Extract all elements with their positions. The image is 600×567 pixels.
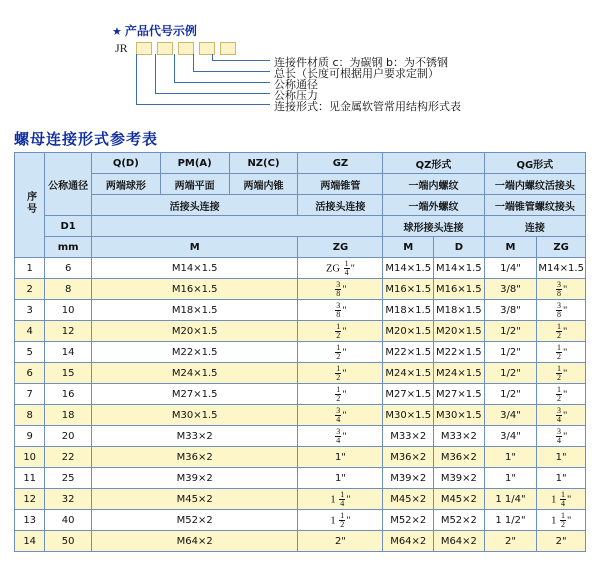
th-spacer [91, 216, 383, 237]
cell-qg-m: 1/2" [484, 321, 537, 342]
cell-qg-zg: M14×1.5 [537, 258, 586, 279]
cell-qz-d: M18×1.5 [434, 300, 485, 321]
star-icon: ★ [112, 25, 122, 38]
cell-nominal-diameter: 14 [45, 342, 92, 363]
product-code-example [0, 0, 600, 125]
cell-qg-zg: 1 $\frac{1}{2}$ " [537, 510, 586, 531]
cell-qg-zg: $\frac{1}{2}$ " [537, 342, 586, 363]
cell-qg-zg: $\frac{3}{4}$ " [537, 405, 586, 426]
cell-qz-d: M20×1.5 [434, 321, 485, 342]
cell-nominal-diameter: 50 [45, 531, 92, 552]
table-row [15, 258, 586, 279]
spec-table [14, 152, 586, 552]
cell-m-thread: M64×2 [91, 531, 297, 552]
table-row [15, 300, 586, 321]
cell-seq: 6 [15, 363, 45, 384]
code-blank-box [220, 42, 236, 55]
cell-qz-m: M39×2 [383, 468, 434, 489]
cell-gz-zg: 1" [298, 468, 383, 489]
th-desc-gz: 两端锥管 [298, 174, 383, 195]
cell-qg-zg: 1" [537, 447, 586, 468]
cell-seq: 14 [15, 531, 45, 552]
cell-seq: 3 [15, 300, 45, 321]
cell-nominal-diameter: 32 [45, 489, 92, 510]
cell-qg-zg: 2" [537, 531, 586, 552]
cell-gz-zg: $\frac{3}{4}$ " [298, 426, 383, 447]
cell-nominal-diameter: 18 [45, 405, 92, 426]
cell-qz-d: M36×2 [434, 447, 485, 468]
spec-table-container [14, 152, 586, 552]
cell-qg-m: 3/4" [484, 426, 537, 447]
cell-m-thread: M33×2 [91, 426, 297, 447]
cell-qz-m: M14×1.5 [383, 258, 434, 279]
cell-seq: 10 [15, 447, 45, 468]
table-row [15, 447, 586, 468]
cell-m-thread: M27×1.5 [91, 384, 297, 405]
cell-qg-m: 1" [484, 447, 537, 468]
table-header-row [15, 216, 586, 237]
th-qz-ball-joint: 球形接头连接 [383, 216, 484, 237]
th-connection-qz: 一端外螺纹 [383, 195, 484, 216]
cell-qg-m: 3/8" [484, 300, 537, 321]
cell-qz-d: M45×2 [434, 489, 485, 510]
cell-gz-zg: ZG $\frac{1}{4}$ " [298, 258, 383, 279]
table-header-row [15, 195, 586, 216]
code-blank-box [157, 42, 173, 55]
th-desc-qg: 一端内螺纹活接头 [484, 174, 585, 195]
cell-gz-zg: $\frac{3}{4}$ " [298, 405, 383, 426]
code-blank-box [136, 42, 152, 55]
th-connection-gz: 活接头连接 [298, 195, 383, 216]
cell-seq: 13 [15, 510, 45, 531]
cell-qg-zg: 1 $\frac{1}{4}$ " [537, 489, 586, 510]
cell-qg-zg: $\frac{1}{2}$ " [537, 384, 586, 405]
leader-line [155, 54, 156, 93]
th-d1-label: D1 [45, 216, 92, 237]
th-unit-mm: mm [45, 237, 92, 258]
cell-nominal-diameter: 40 [45, 510, 92, 531]
cell-m-thread: M24×1.5 [91, 363, 297, 384]
table-row [15, 426, 586, 447]
cell-seq: 7 [15, 384, 45, 405]
leader-line [193, 54, 194, 71]
leader-line [212, 60, 270, 61]
cell-qg-zg: $\frac{1}{2}$ " [537, 363, 586, 384]
cell-qg-m: 1/2" [484, 384, 537, 405]
cell-qz-m: M27×1.5 [383, 384, 434, 405]
th-sequence: 序号 [15, 153, 45, 258]
cell-seq: 5 [15, 342, 45, 363]
th-connection-qg: 一端锥管螺纹接头 [484, 195, 585, 216]
cell-qg-m: 3/4" [484, 405, 537, 426]
cell-gz-zg: 2" [298, 531, 383, 552]
th-unit-zg: ZG [298, 237, 383, 258]
cell-nominal-diameter: 22 [45, 447, 92, 468]
cell-seq: 9 [15, 426, 45, 447]
cell-gz-zg: 1 $\frac{1}{2}$ " [298, 510, 383, 531]
cell-qg-zg: 1" [537, 468, 586, 489]
cell-qz-m: M22×1.5 [383, 342, 434, 363]
cell-m-thread: M52×2 [91, 510, 297, 531]
cell-qg-m: 1/4" [484, 258, 537, 279]
cell-qg-m: 1/2" [484, 342, 537, 363]
cell-qz-m: M18×1.5 [383, 300, 434, 321]
cell-gz-zg: 1" [298, 447, 383, 468]
th-type-qz: QZ形式 [383, 153, 484, 174]
cell-seq: 1 [15, 258, 45, 279]
table-header-row [15, 153, 586, 174]
th-desc-qz: 一端内螺纹 [383, 174, 484, 195]
cell-nominal-diameter: 20 [45, 426, 92, 447]
cell-qg-m: 2" [484, 531, 537, 552]
table-header-row [15, 237, 586, 258]
cell-qz-m: M52×2 [383, 510, 434, 531]
cell-nominal-diameter: 25 [45, 468, 92, 489]
leader-line [193, 71, 270, 72]
cell-seq: 4 [15, 321, 45, 342]
cell-gz-zg: $\frac{1}{2}$ " [298, 342, 383, 363]
cell-qz-m: M16×1.5 [383, 279, 434, 300]
cell-nominal-diameter: 16 [45, 384, 92, 405]
cell-qz-d: M33×2 [434, 426, 485, 447]
table-row [15, 531, 586, 552]
cell-m-thread: M18×1.5 [91, 300, 297, 321]
table-row [15, 363, 586, 384]
th-type-q: Q(D) [91, 153, 160, 174]
cell-nominal-diameter: 12 [45, 321, 92, 342]
cell-qz-d: M22×1.5 [434, 342, 485, 363]
cell-qz-m: M30×1.5 [383, 405, 434, 426]
legend-item-material: 连接件材质 c：为碳钢 b：为不锈钢 [274, 56, 449, 69]
cell-seq: 12 [15, 489, 45, 510]
th-desc-pm: 两端平面 [160, 174, 229, 195]
table-row [15, 321, 586, 342]
legend-item-connection-type: 连接形式：见金属软管常用结构形式表 [274, 100, 461, 113]
leader-line [155, 93, 270, 94]
cell-qg-m: 1/2" [484, 363, 537, 384]
table-row [15, 384, 586, 405]
cell-qg-zg: $\frac{3}{8}$ " [537, 279, 586, 300]
leader-line [136, 54, 137, 104]
th-type-nz: NZ(C) [229, 153, 298, 174]
cell-gz-zg: $\frac{1}{2}$ " [298, 321, 383, 342]
cell-m-thread: M20×1.5 [91, 321, 297, 342]
spec-table-body [15, 258, 586, 552]
cell-qg-m: 3/8" [484, 279, 537, 300]
cell-qg-m: 1 1/2" [484, 510, 537, 531]
cell-nominal-diameter: 15 [45, 363, 92, 384]
cell-qg-m: 1" [484, 468, 537, 489]
th-unit-m: M [91, 237, 297, 258]
th-unit-zg-qg: ZG [537, 237, 586, 258]
cell-gz-zg: 1 $\frac{1}{4}$ " [298, 489, 383, 510]
cell-m-thread: M36×2 [91, 447, 297, 468]
cell-gz-zg: $\frac{3}{8}$ " [298, 300, 383, 321]
cell-qz-d: M16×1.5 [434, 279, 485, 300]
th-qg-connection: 连接 [484, 216, 585, 237]
cell-m-thread: M16×1.5 [91, 279, 297, 300]
th-nominal-diameter: 公称通径 [45, 153, 92, 216]
cell-qz-d: M24×1.5 [434, 363, 485, 384]
th-unit-m-qg: M [484, 237, 537, 258]
cell-qz-d: M14×1.5 [434, 258, 485, 279]
cell-qz-m: M45×2 [383, 489, 434, 510]
cell-qz-d: M27×1.5 [434, 384, 485, 405]
cell-seq: 8 [15, 405, 45, 426]
cell-nominal-diameter: 10 [45, 300, 92, 321]
cell-m-thread: M22×1.5 [91, 342, 297, 363]
th-unit-d-qz: D [434, 237, 485, 258]
cell-qg-zg: $\frac{3}{8}$ " [537, 300, 586, 321]
legend-item-nominal-pressure: 公称压力 [274, 89, 318, 102]
th-type-qg: QG形式 [484, 153, 585, 174]
cell-qz-d: M39×2 [434, 468, 485, 489]
table-header-row [15, 174, 586, 195]
cell-nominal-diameter: 8 [45, 279, 92, 300]
cell-qz-d: M30×1.5 [434, 405, 485, 426]
cell-gz-zg: $\frac{1}{2}$ " [298, 384, 383, 405]
cell-qz-m: M33×2 [383, 426, 434, 447]
cell-qg-m: 1 1/4" [484, 489, 537, 510]
cell-seq: 11 [15, 468, 45, 489]
cell-qz-m: M36×2 [383, 447, 434, 468]
table-row [15, 342, 586, 363]
legend-item-length: 总长（长度可根据用户要求定制） [274, 67, 439, 80]
table-row [15, 510, 586, 531]
cell-qg-zg: $\frac{3}{4}$ " [537, 426, 586, 447]
cell-seq: 2 [15, 279, 45, 300]
th-type-pm: PM(A) [160, 153, 229, 174]
table-row [15, 489, 586, 510]
cell-m-thread: M14×1.5 [91, 258, 297, 279]
leader-line [136, 104, 270, 105]
cell-qz-m: M20×1.5 [383, 321, 434, 342]
th-desc-q: 两端球形 [91, 174, 160, 195]
leader-line [174, 82, 270, 83]
th-unit-m-qz: M [383, 237, 434, 258]
table-row [15, 279, 586, 300]
cell-qz-m: M64×2 [383, 531, 434, 552]
page-title: 螺母连接形式参考表 [14, 130, 159, 148]
th-desc-nz: 两端内锥 [229, 174, 298, 195]
cell-qz-d: M52×2 [434, 510, 485, 531]
code-blank-boxes [136, 42, 236, 55]
cell-gz-zg: $\frac{1}{2}$ " [298, 363, 383, 384]
th-type-gz: GZ [298, 153, 383, 174]
table-row [15, 405, 586, 426]
cell-m-thread: M30×1.5 [91, 405, 297, 426]
th-connection-left: 活接头连接 [91, 195, 297, 216]
code-example-title: ★ 产品代号示例 [112, 24, 197, 38]
cell-qg-zg: $\frac{1}{2}$ " [537, 321, 586, 342]
legend-item-nominal-diameter: 公称通径 [274, 78, 318, 91]
leader-line [174, 54, 175, 82]
code-blank-box [178, 42, 194, 55]
cell-qz-d: M64×2 [434, 531, 485, 552]
cell-gz-zg: $\frac{3}{8}$ " [298, 279, 383, 300]
cell-qz-m: M24×1.5 [383, 363, 434, 384]
table-row [15, 468, 586, 489]
code-prefix-label: JR [115, 41, 128, 55]
cell-nominal-diameter: 6 [45, 258, 92, 279]
cell-m-thread: M39×2 [91, 468, 297, 489]
cell-m-thread: M45×2 [91, 489, 297, 510]
